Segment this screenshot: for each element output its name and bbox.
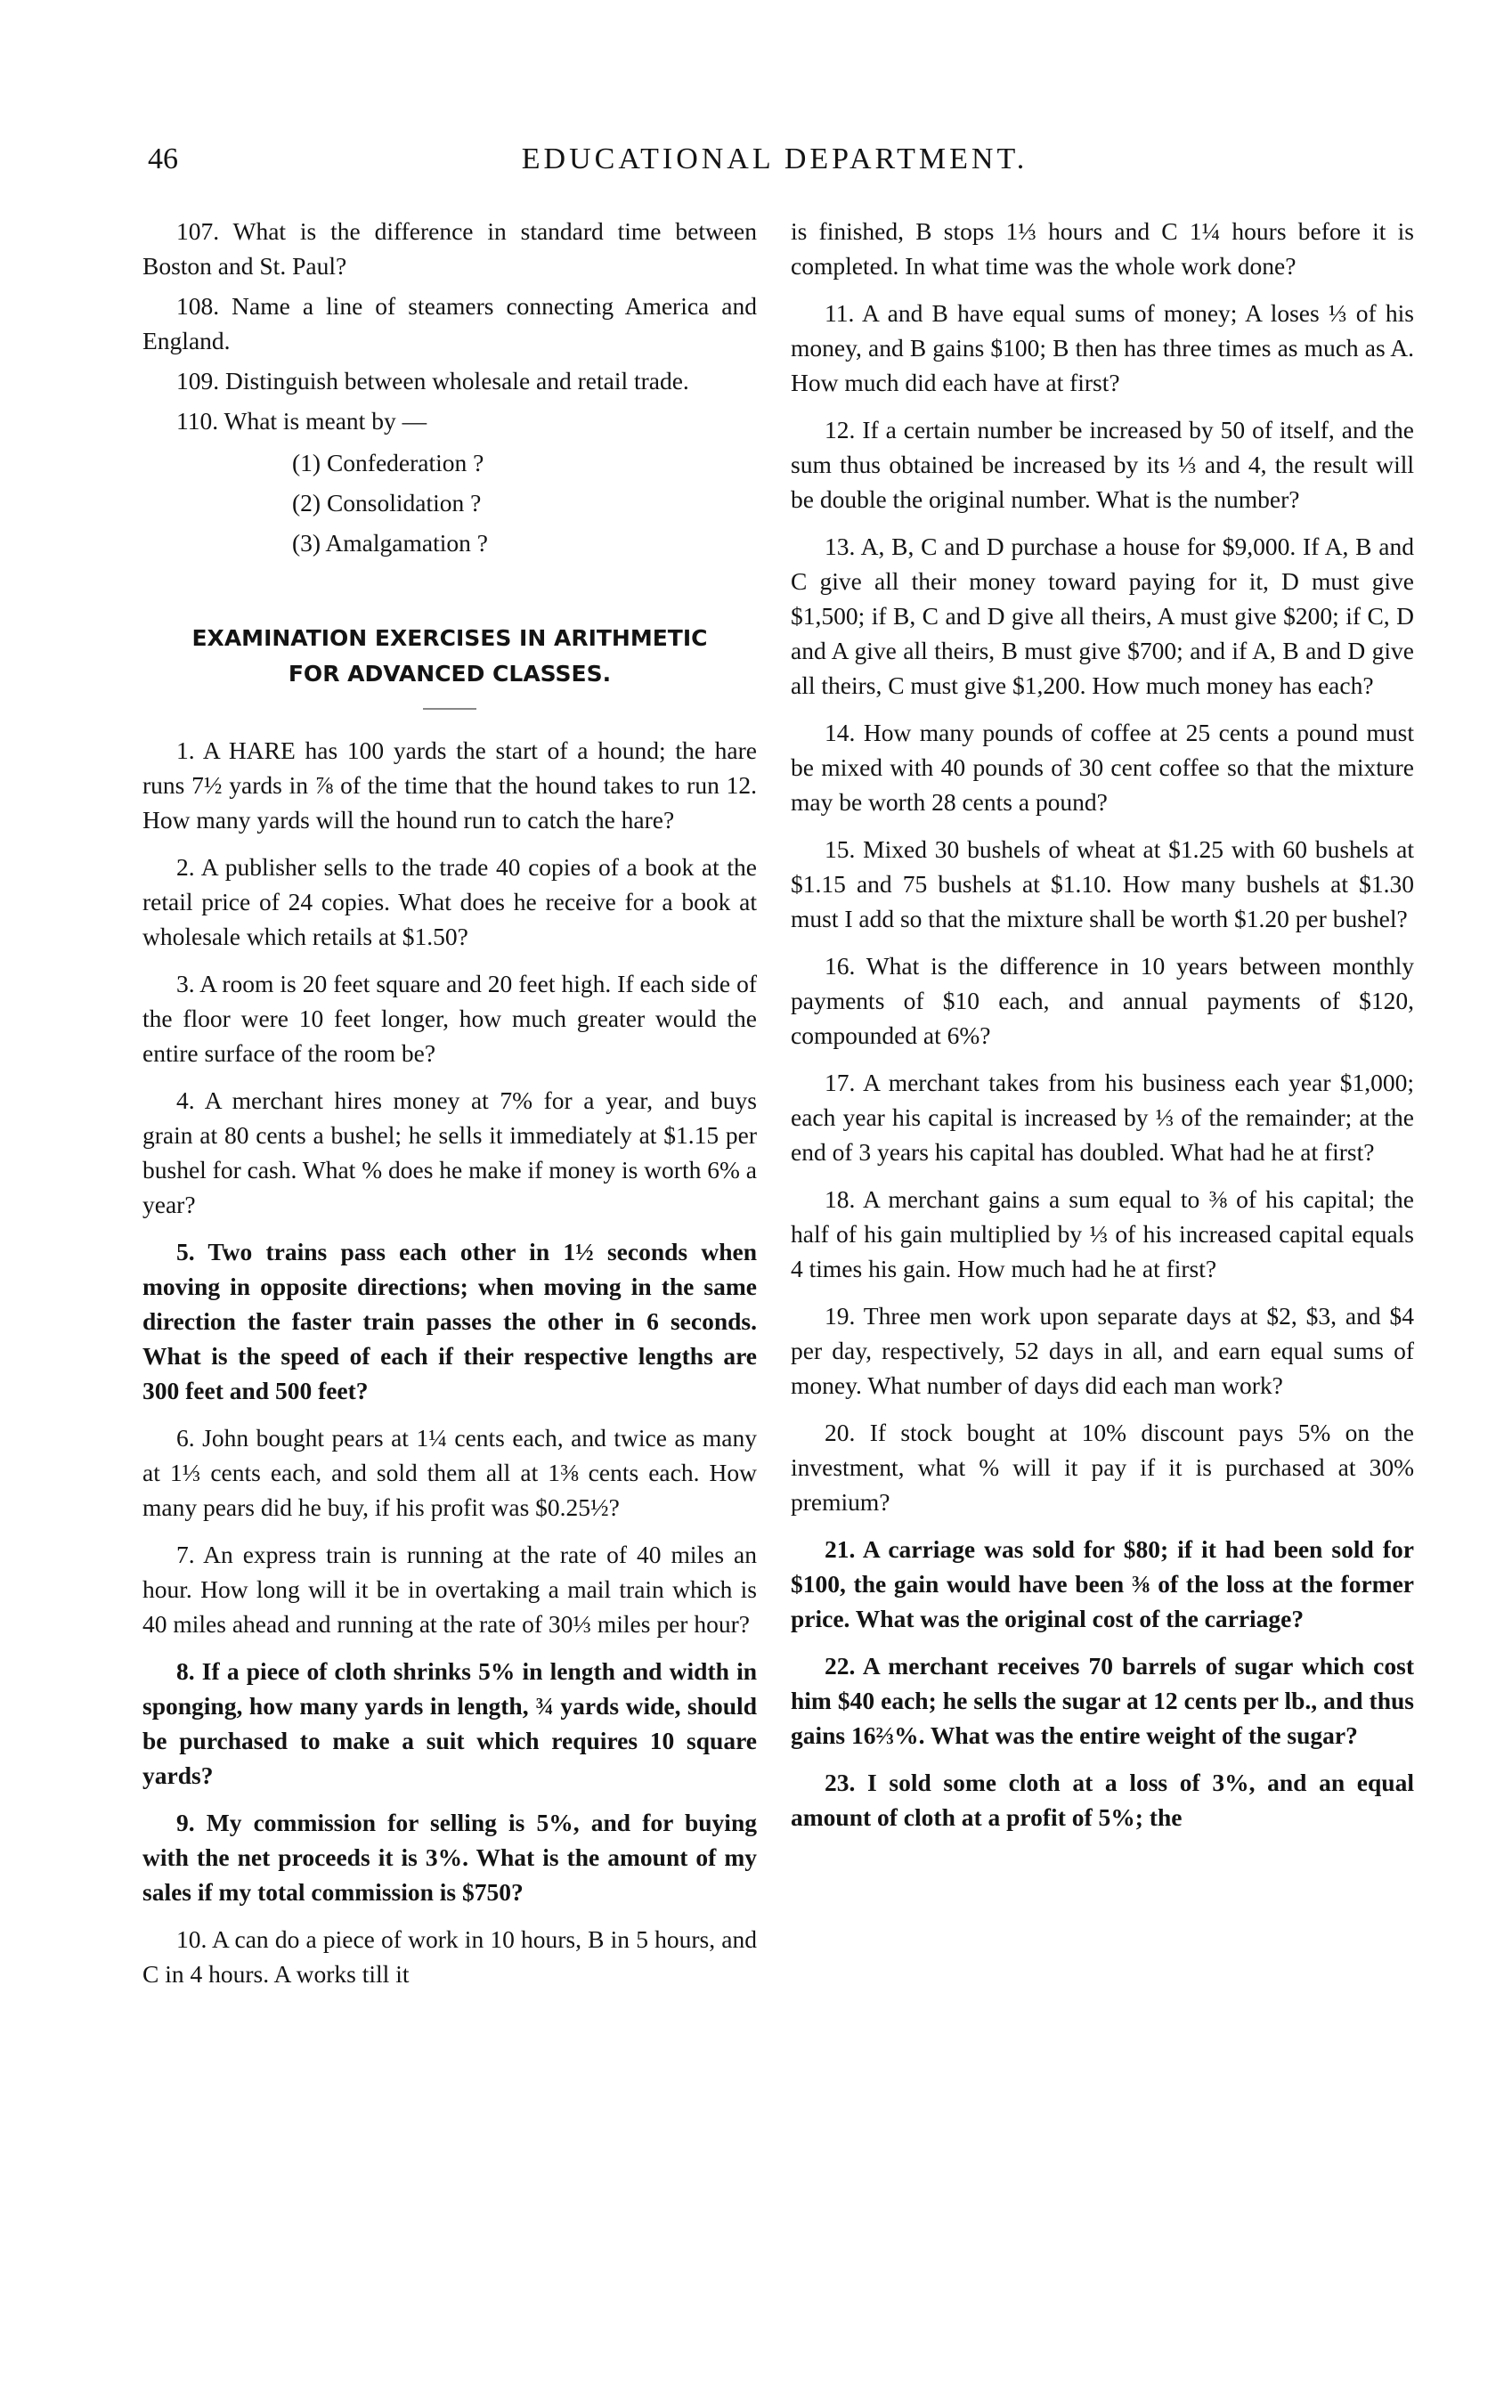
- exercise-17: 17. A merchant takes from his business each year $1,000; each year his capital is increased by ⅓ of the remainder; at the end of 3 years his capital has doubled. What had he at first?: [791, 1069, 1414, 1166]
- list-item: (3) Amalgamation ?: [292, 529, 488, 557]
- exercise-23: 23. I sold some cloth at a loss of 3%, and an equal amount of cloth at a profit of 5%; the: [791, 1769, 1414, 1831]
- exercise-14: 14. How many pounds of coffee at 25 cents a pound must be mixed with 40 pounds of 30 cent coffee so that the mixture may be worth 28 cents a pound?: [791, 719, 1414, 816]
- exercise-19: 19. Three men work upon separate days at $2, $3, and $4 per day, respectively, 52 days in all, and earn equal sums of money. What number of days did each man work?: [791, 1302, 1414, 1399]
- exercise-16: 16. What is the difference in 10 years between monthly payments of $10 each, and annual payments of $120, compounded at 6%?: [791, 952, 1414, 1049]
- list-item: (2) Consolidation ?: [292, 489, 482, 517]
- section-heading-line-2: FOR ADVANCED CLASSES.: [288, 661, 612, 687]
- page-number: 46: [148, 142, 178, 175]
- exercise-1: 1. A HARE has 100 yards the start of a hound; the hare runs 7½ yards in ⅞ of the time that the hound takes to run 12. How many yards will the hound run to catch the hare?: [142, 736, 757, 834]
- section-heading-line-1: EXAMINATION EXERCISES IN ARITHMETIC: [191, 625, 708, 651]
- list-item: (1) Confederation ?: [292, 449, 484, 476]
- exercise-7: 7. An express train is running at the rate of 40 miles an hour. How long will it be in overtaking a mail train which is 40 miles ahead and running at the rate of 30⅓ miles per hour?: [142, 1541, 757, 1638]
- left-column: [142, 214, 757, 2004]
- section-divider: [423, 708, 476, 710]
- exercise-15: 15. Mixed 30 bushels of wheat at $1.25 with 60 bushels at $1.15 and 75 bushels at $1.10. How many bushels at $1.30 must I add so that the mixture shall be worth $1.20 per bushel?: [791, 835, 1414, 932]
- question-110: 110. What is meant by —: [176, 407, 427, 435]
- exercise-13: 13. A, B, C and D purchase a house for $9,000. If A, B and C give all their money toward paying for it, D must give $1,500; if B, C and D give all theirs, A must give $200; if C, D and A give all theirs, B must give $700; and if A, B and D give all theirs, C must give $1,200. How much money has each?: [791, 533, 1414, 699]
- exercise-12: 12. If a certain number be increased by 50 of itself, and the sum thus obtained be increased by its ⅓ and 4, the result will be double the original number. What is the number?: [791, 416, 1414, 513]
- exercise-8: 8. If a piece of cloth shrinks 5% in length and width in sponging, how many yards in length, ¾ yards wide, should be purchased to make a suit which requires 10 square yards?: [142, 1657, 757, 1789]
- question-108: 108. Name a line of steamers connecting America and England.: [142, 292, 757, 354]
- section-heading: [142, 621, 757, 692]
- question-109: 109. Distinguish between wholesale and retail trade.: [176, 367, 689, 395]
- exercise-10-continued: is finished, B stops 1⅓ hours and C 1¼ hours before it is completed. In what time was the whole work done?: [791, 217, 1414, 280]
- exercise-20: 20. If stock bought at 10% discount pays 5% on the investment, what % will it pay if it is purchased at 30% premium?: [791, 1419, 1414, 1516]
- exercise-5: 5. Two trains pass each other in 1½ seconds when moving in opposite directions; when moving in the same direction the faster train passes the other in 6 seconds. What is the speed of each if their respective lengths are 300 feet and 500 feet?: [142, 1238, 757, 1404]
- exercise-2: 2. A publisher sells to the trade 40 copies of a book at the retail price of 24 copies. What does he receive for a book at wholesale which retails at $1.50?: [142, 853, 757, 950]
- exercise-9: 9. My commission for selling is 5%, and for buying with the net proceeds it is 3%. What is the amount of my sales if my total commission is $750?: [142, 1809, 757, 1906]
- running-head: EDUCATIONAL DEPARTMENT.: [521, 142, 1028, 175]
- right-column: [791, 214, 1414, 1847]
- exercise-22: 22. A merchant receives 70 barrels of sugar which cost him $40 each; he sells the sugar at 12 cents per lb., and thus gains 16⅔%. What was the entire weight of the sugar?: [791, 1652, 1414, 1749]
- exercise-11: 11. A and B have equal sums of money; A loses ⅓ of his money, and B gains $100; B then has three times as much as A. How much did each have at first?: [791, 299, 1414, 396]
- exercise-6: 6. John bought pears at 1¼ cents each, and twice as many at 1⅓ cents each, and sold them all at 1⅜ cents each. How many pears did he buy, if his profit was $0.25½?: [142, 1424, 757, 1521]
- exercise-21: 21. A carriage was sold for $80; if it had been sold for $100, the gain would have been ⅜ of the loss at the former price. What was the original cost of the carriage?: [791, 1535, 1414, 1632]
- question-110-items: [142, 445, 757, 560]
- question-107: 107. What is the difference in standard time between Boston and St. Paul?: [142, 217, 757, 280]
- exercise-3: 3. A room is 20 feet square and 20 feet high. If each side of the floor were 10 feet longer, how much greater would the entire surface of the room be?: [142, 970, 757, 1067]
- exercise-10: 10. A can do a piece of work in 10 hours, B in 5 hours, and C in 4 hours. A works till it: [142, 1925, 757, 1988]
- exercise-4: 4. A merchant hires money at 7% for a year, and buys grain at 80 cents a bushel; he sells it immediately at $1.15 per bushel for cash. What % does he make if money is worth 6% a year?: [142, 1086, 757, 1218]
- exercise-18: 18. A merchant gains a sum equal to ⅜ of his capital; the half of his gain multiplied by ⅓ of his increased capital equals 4 times his gain. How much had he at first?: [791, 1185, 1414, 1282]
